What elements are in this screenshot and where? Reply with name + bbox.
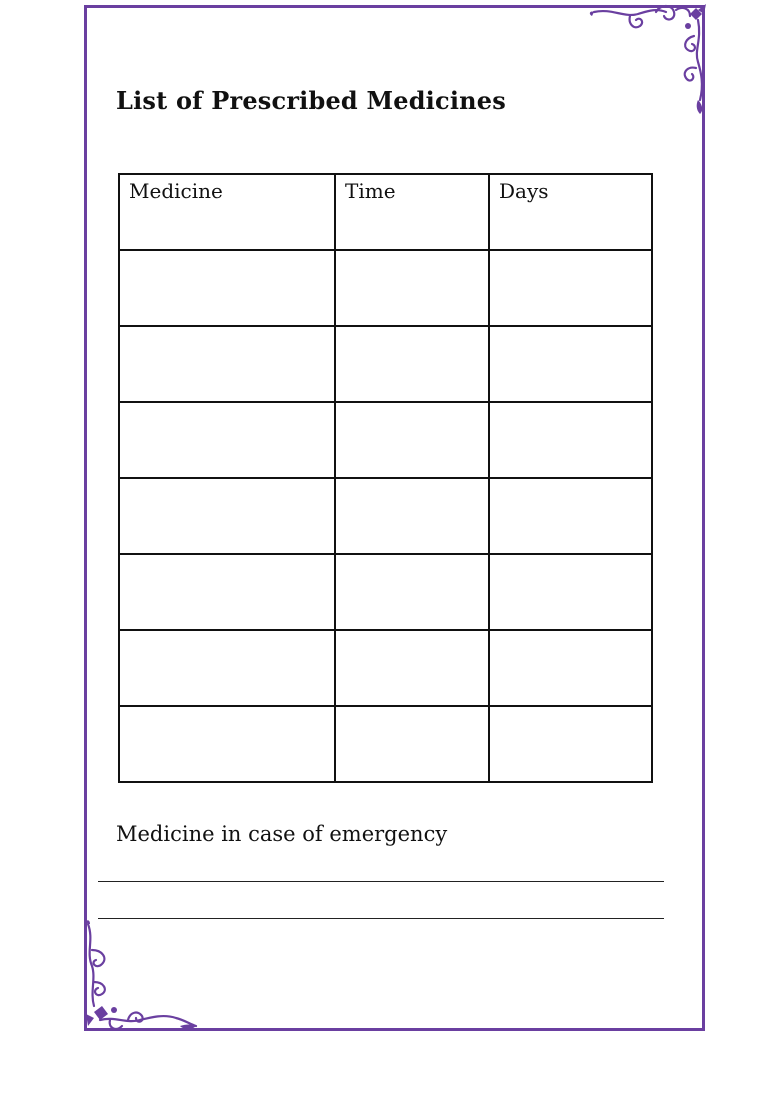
medicine-cell[interactable] — [119, 250, 335, 326]
table-row — [119, 706, 652, 782]
days-cell[interactable] — [489, 706, 652, 782]
floral-corner-ornament-icon — [590, 0, 710, 115]
time-cell[interactable] — [335, 554, 489, 630]
emergency-medicine-label: Medicine in case of emergency — [116, 822, 448, 846]
emergency-write-line[interactable] — [98, 881, 664, 882]
medicine-cell[interactable] — [119, 706, 335, 782]
time-cell[interactable] — [335, 630, 489, 706]
column-header-medicine: Medicine — [119, 174, 335, 250]
table-header-row — [119, 174, 652, 250]
table-row — [119, 630, 652, 706]
days-cell[interactable] — [489, 402, 652, 478]
emergency-write-line[interactable] — [98, 918, 664, 919]
medicine-cell[interactable] — [119, 630, 335, 706]
table-row — [119, 478, 652, 554]
days-cell[interactable] — [489, 326, 652, 402]
medicine-cell[interactable] — [119, 478, 335, 554]
column-header-days: Days — [489, 174, 652, 250]
table-row — [119, 402, 652, 478]
time-cell[interactable] — [335, 478, 489, 554]
days-cell[interactable] — [489, 630, 652, 706]
page-title: List of Prescribed Medicines — [116, 86, 506, 115]
table-row — [119, 554, 652, 630]
days-cell[interactable] — [489, 250, 652, 326]
time-cell[interactable] — [335, 706, 489, 782]
table-row — [119, 326, 652, 402]
medicine-cell[interactable] — [119, 554, 335, 630]
table-row — [119, 250, 652, 326]
medicine-table — [118, 173, 653, 783]
days-cell[interactable] — [489, 478, 652, 554]
column-header-time: Time — [335, 174, 489, 250]
medicine-cell[interactable] — [119, 326, 335, 402]
days-cell[interactable] — [489, 554, 652, 630]
time-cell[interactable] — [335, 250, 489, 326]
time-cell[interactable] — [335, 326, 489, 402]
floral-corner-ornament-icon — [80, 920, 200, 1035]
time-cell[interactable] — [335, 402, 489, 478]
medicine-cell[interactable] — [119, 402, 335, 478]
